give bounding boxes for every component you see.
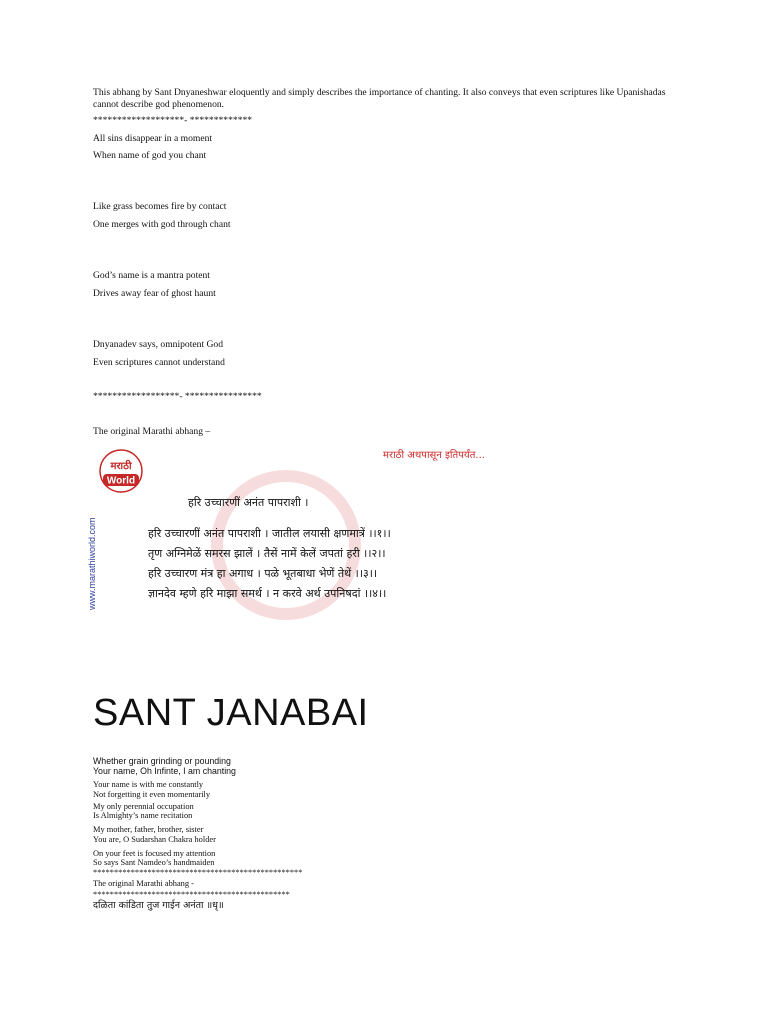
separator-stars: ******************- **************** bbox=[93, 391, 262, 402]
verse-line: ज्ञानदेव म्हणे हरि माझा समर्थ । न करवे अर्थ उपनिषदां ।।४।। bbox=[148, 587, 387, 600]
separator-stars: ************************************************** bbox=[93, 868, 303, 877]
poem-line: All sins disappear in a moment bbox=[93, 133, 213, 144]
verse-line: तृण अग्निमेळें समरस झालें । तैसें नामें केलें जपतां हरी ।।२।। bbox=[148, 547, 386, 560]
poem-line: Your name, Oh Infinte, I am chanting bbox=[93, 766, 236, 776]
poem-line: God’s name is a mantra potent bbox=[93, 270, 210, 281]
poem-line: Like grass becomes fire by contact bbox=[93, 201, 227, 212]
poem-line: Even scriptures cannot understand bbox=[93, 357, 225, 368]
poem-line: On your feet is focused my attention bbox=[93, 849, 216, 858]
poem-line: So says Sant Namdeo’s handmaiden bbox=[93, 858, 215, 867]
svg-text:मराठी: मराठी bbox=[110, 461, 132, 472]
tagline: मराठी अथपासून इतिपर्यंत... bbox=[383, 450, 485, 461]
separator-stars: *********************************************** bbox=[93, 890, 290, 899]
svg-text:World: World bbox=[106, 475, 136, 487]
intro-paragraph: This abhang by Sant Dnyaneshwar eloquently and simply describes the importance of chanting. It also conveys that even scriptures like Upanishadas cannot describe god phenomenon. bbox=[93, 87, 666, 110]
verse-line: हरि उच्चारण मंत्र हा अगाध । पळे भूतबाधा भेणें तेथें ।।३।। bbox=[148, 567, 378, 580]
section-title: SANT JANABAI bbox=[93, 692, 369, 734]
poem-line: Whether grain grinding or pounding bbox=[93, 756, 231, 766]
side-url: www.marathiworld.com bbox=[87, 517, 97, 610]
verse-line: हरि उच्चारणीं अनंत पापराशी । जातील लयासी क्षणमात्रें ।।१।। bbox=[148, 527, 391, 540]
poem-line: My only perennial occupation bbox=[93, 802, 194, 811]
poem-line: You are, O Sudarshan Chakra holder bbox=[93, 835, 216, 844]
verse-title: हरि उच्चारणीं अनंत पापराशी । bbox=[188, 496, 309, 509]
poem-line: Is Almighty’s name recitation bbox=[93, 811, 193, 820]
separator-stars: *******************- ************* bbox=[93, 115, 253, 126]
poem-line: Your name is with me constantly bbox=[93, 780, 204, 789]
poem-line: Not forgetting it even momentarily bbox=[93, 790, 211, 799]
poem-line: When name of god you chant bbox=[93, 150, 207, 161]
marathi-abhang-image bbox=[87, 440, 513, 652]
poem-line: One merges with god through chant bbox=[93, 219, 231, 230]
original-label: The original Marathi abhang - bbox=[93, 879, 194, 888]
poem-line: Dnyanadev says, omnipotent God bbox=[93, 339, 224, 350]
original-label: The original Marathi abhang – bbox=[93, 426, 211, 437]
poem-line: Drives away fear of ghost haunt bbox=[93, 288, 216, 299]
marathi-line: दळिता कांडिता तुज गाईन अनंता ॥धृ॥ bbox=[93, 900, 224, 911]
poem-line: My mother, father, brother, sister bbox=[93, 825, 204, 834]
marathi-world-logo bbox=[97, 449, 145, 493]
